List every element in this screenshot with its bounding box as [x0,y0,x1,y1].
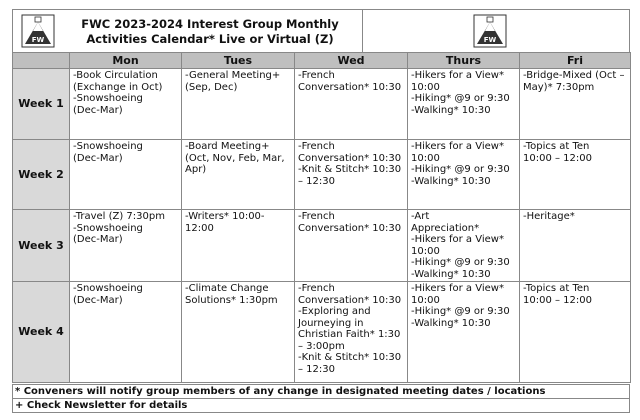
footnotes [12,384,630,413]
activity-line: 10:00 – 12:00 [523,152,592,164]
activity-line: Solutions* 1:30pm [185,294,278,306]
corner-cell [13,53,70,69]
activity-line: -Topics at Ten [523,283,590,294]
week-row [13,282,631,383]
week-row [13,69,631,140]
activity-line: – 3:00pm [298,340,345,352]
day-header-row [13,53,631,69]
activity-line: -Exploring and [298,306,371,317]
activity-line: -Hikers for a View* [411,70,504,81]
activity-line: -Walking* 10:30 [411,317,491,329]
activity-line: May)* 7:30pm [523,81,595,93]
week-label: Week 3 [13,210,70,282]
activity-line: 10:00 [411,294,440,306]
activity-cell [408,210,520,282]
activity-line: -Snowshoeing [73,222,143,234]
activity-line: -Walking* 10:30 [411,268,491,280]
activity-line: -Climate Change [185,283,269,294]
activity-line: -French [298,141,335,152]
activity-cell [182,282,295,383]
activity-line: -Topics at Ten [523,141,590,152]
activity-cell [70,210,182,282]
title-line-1: FWC 2023-2024 Interest Group Monthly [81,17,339,31]
activity-cell [70,69,182,140]
activity-line: -Hikers for a View* [411,234,504,245]
activity-cell [520,210,631,282]
activity-line: -French [298,211,335,222]
week-label: Week 4 [13,282,70,383]
activity-line: (Dec-Mar) [73,234,123,245]
activity-line: Conversation* 10:30 [298,294,402,306]
activity-cell [295,210,408,282]
activity-line: -Walking* 10:30 [411,104,491,116]
day-header: Wed [295,53,408,69]
logo-right-text: FW [483,36,497,44]
calendar-title [65,17,355,47]
activity-line: -Hiking* @9 or 9:30 [411,164,510,175]
activity-line: (Oct, Nov, Feb, Mar, [185,152,285,164]
activity-line: -Heritage* [523,211,575,222]
activity-line: -Writers* 10:00- [185,211,265,222]
activity-line: -Hiking* @9 or 9:30 [411,257,510,268]
fwc-logo-icon [473,14,507,48]
activity-line: Conversation* 10:30 [298,222,402,234]
activity-line: 10:00 [411,245,440,257]
day-header: Thurs [408,53,520,69]
activity-line: (Dec-Mar) [73,152,123,164]
week-row [13,210,631,282]
activity-line: -Hikers for a View* [411,141,504,152]
title-line-2: Activities Calendar* Live or Virtual (Z) [86,32,334,46]
day-header: Fri [520,53,631,69]
activity-line: -Travel (Z) 7:30pm [73,211,165,222]
day-header: Mon [70,53,182,69]
header-divider [362,10,363,52]
activity-line: Appreciation* [411,222,480,234]
activity-line: -Snowshoeing [73,141,143,152]
activity-line: -Book Circulation [73,70,158,81]
activity-line: -Knit & Stitch* 10:30 [298,352,402,363]
activity-line: -General Meeting+ [185,70,281,81]
day-header: Tues [182,53,295,69]
activity-line: 10:00 – 12:00 [523,294,592,306]
activity-line: Conversation* 10:30 [298,81,402,93]
activity-cell [70,140,182,210]
activity-line: – 12:30 [298,175,335,187]
activity-line: -Snowshoeing [73,93,143,104]
activity-cell [295,282,408,383]
activity-line: -Hiking* @9 or 9:30 [411,306,510,317]
activity-line: 10:00 [411,81,440,93]
calendar-table [12,52,631,383]
week-label: Week 2 [13,140,70,210]
activity-line: (Sep, Dec) [185,81,238,93]
activity-cell [70,282,182,383]
activity-line: -Knit & Stitch* 10:30 [298,164,402,175]
activity-line: (Dec-Mar) [73,104,123,116]
week-label: Week 1 [13,69,70,140]
activity-line: 12:00 [185,222,214,234]
week-row [13,140,631,210]
activity-cell [408,282,520,383]
activity-line: – 12:30 [298,363,335,375]
activity-line: (Dec-Mar) [73,294,123,306]
activity-cell [408,140,520,210]
footnote-newsletter: + Check Newsletter for details [13,398,629,412]
activity-line: -French [298,70,335,81]
activity-line: -Hikers for a View* [411,283,504,294]
activity-cell [295,69,408,140]
activity-cell [182,140,295,210]
activity-cell [295,140,408,210]
activity-line: (Exchange in Oct) [73,81,163,93]
activity-line: -French [298,283,335,294]
activity-line: -Walking* 10:30 [411,175,491,187]
activity-line: -Board Meeting+ [185,141,270,152]
activity-cell [520,282,631,383]
activity-line: -Snowshoeing [73,283,143,294]
activity-line: Apr) [185,164,207,175]
activity-line: Journeying in [298,317,364,329]
activity-line: -Bridge-Mixed (Oct – [523,70,625,81]
activity-cell [520,69,631,140]
activity-line: -Art [411,211,430,222]
activity-line: Christian Faith* 1:30 [298,329,401,340]
activity-cell [182,210,295,282]
footnote-conveners: * Conveners will notify group members of any change in designated meeting dates / locations [15,386,546,397]
activity-line: -Hiking* @9 or 9:30 [411,93,510,104]
fwc-logo-icon [21,14,55,48]
calendar-header [12,9,630,53]
logo-left-text: FW [31,36,45,44]
activity-cell [182,69,295,140]
activity-line: Conversation* 10:30 [298,152,402,164]
activity-cell [520,140,631,210]
activity-cell [408,69,520,140]
activity-line: 10:00 [411,152,440,164]
calendar-body [13,69,631,383]
